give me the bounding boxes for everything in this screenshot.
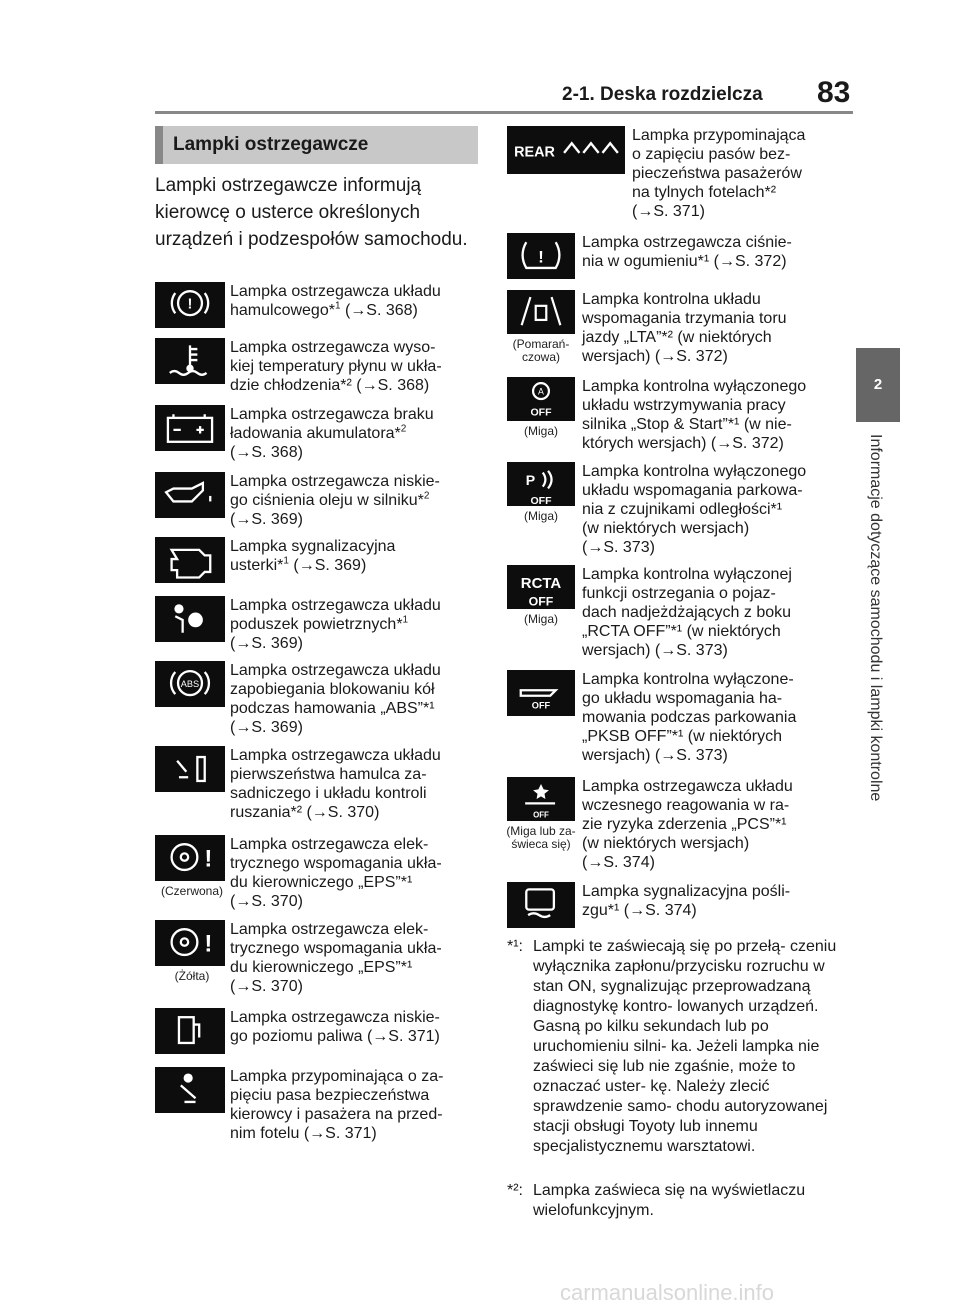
svg-text:OFF: OFF [530,406,552,419]
icon-caption: (Żółta) [174,969,210,983]
icon-caption: (Pomarań-czowa) [512,337,570,364]
left-item-11 [155,1067,475,1147]
right-item-7 [507,777,847,877]
icon-caption: (Miga) [523,509,558,523]
header-rule [155,111,853,114]
left-item-9 [155,920,475,1000]
item-description: Lampka sygnalizacyjna pośli- zgu*¹ (→S. 374) [582,883,791,919]
item-description: Lampka ostrzegawcza ciśnie- nia w ogumieniu*¹ (→S. 372) [582,234,792,270]
engine-check-icon [155,537,225,583]
tire-pressure-icon [507,233,575,279]
item-description: Lampka kontrolna układu wspomagania trzymania toru jazdy „LTA”*² (w niektórych wersjach) (→S. 372) [582,291,787,365]
item-description: Lampka przypominająca o za- pięciu pasa bezpieczeństwa kierowcy i pasażera na przed- nim fotelu (→S. 371) [230,1068,444,1142]
item-description: Lampka ostrzegawcza wyso- kiej temperatury płynu w ukła- dzie chłodzenia*² (→S. 368) [230,339,442,394]
airbag-icon [155,596,225,642]
eps-yellow-icon [155,920,225,966]
item-description: Lampka ostrzegawcza elek- trycznego wspomagania ukła- du kierowniczego „EPS”*¹ (→S. 370) [230,921,442,995]
item-description: Lampka ostrzegawcza niskie- go ciśnienia oleju w silniku*$^2$ (→S. 369) [230,473,440,528]
item-description: Lampka ostrzegawcza układu wczesnego reagowania w ra- zie ryzyka zderzenia „PCS”*¹ (w niektórych wersjach) (→S. 374) [582,778,793,871]
item-description: Lampka ostrzegawcza niskie- go poziomu paliwa (→S. 371) [230,1009,440,1045]
icon-caption: (Miga lub za-świeca się) [506,824,576,851]
item-description: Lampka ostrzegawcza układu zapobiegania blokowaniu kół podczas hamowania „ABS”*¹ (→S. 369) [230,662,441,736]
item-description: Lampka ostrzegawcza układu poduszek powietrznych*$^1$ (→S. 369) [230,597,441,652]
right-item-0 [507,126,847,226]
svg-text:OFF: OFF [533,810,549,820]
svg-text:A: A [538,386,544,397]
footnote-text: Lampki te zaświecają się po przełą- czeniu wyłącznika zapłonu/przycisku rozruchu w stan ON, sygnalizując przeprowadzaną diagnostykę kontro- lowanych urządzeń. Gasną po kilku sekundach lub po uruchomieniu silni- ka. Jeżeli lampka nie zaświeci się lub nie zgaśnie, może to oznaczać uster- kę. Należy zlecić sprawdzenie samo- chodu autoryzowanej stacji obsługi Toyoty lub innemu specjalistycznemu warsztatowi. [533,938,837,1155]
abs-icon [155,661,225,707]
intro-paragraph: Lampki ostrzegawcze informują kierowcę o usterce określonych urządzeń i podzespołów samochodu. [155,175,468,250]
running-header: 2-1. Deska rozdzielcza [562,84,763,105]
svg-text:REAR: REAR [514,144,555,161]
rear-seatbelt-icon [507,126,625,174]
icon-caption: (Miga) [523,424,558,438]
battery-icon [155,405,225,451]
item-description: Lampka ostrzegawcza układu pierwszeństwa hamulca za- sadniczego i układu kontroli ruszania*² (→S. 370) [230,747,441,821]
svg-text:ABS: ABS [180,678,200,689]
item-description: Lampka przypominająca o zapięciu pasów bez- pieczeństwa pasażerów na tylnych fotelach*² (→S. 371) [632,127,806,220]
svg-text:OFF: OFF [531,700,551,711]
stop-start-off-icon [507,377,575,421]
item-description: Lampka ostrzegawcza elek- trycznego wspomagania ukła- du kierowniczego „EPS”*¹ (→S. 370) [230,836,442,910]
watermark: carmanualsonline.info [560,1280,775,1305]
fuel-icon [155,1008,225,1054]
item-description: Lampka ostrzegawcza układu hamulcowego*$^1$ (→S. 368) [230,283,441,319]
footnote-mark: *¹: [507,938,523,955]
parking-sensor-off-icon [507,462,575,506]
page-number: 83 [817,76,851,109]
item-description: Lampka sygnalizacyjna usterki*$^1$ (→S. 369) [230,538,396,574]
item-description: Lampka kontrolna wyłączonej funkcji ostrzegania o pojaz- dach nadjeżdżających z boku „RCTA OFF”*¹ (w niektórych wersjach) (→S. 373) [582,566,792,659]
left-item-6 [155,661,475,741]
item-description: Lampka kontrolna wyłączonego układu wstrzymywania pracy silnika „Stop & Start”*¹ (w nie- których wersjach) (→S. 372) [582,378,807,452]
right-item-2 [507,290,847,390]
rcta-off-icon [507,565,575,609]
footnote-text: Lampka zaświeca się na wyświetlaczu wielofunkcyjnym. [533,1182,806,1219]
eps-red-icon [155,835,225,881]
left-item-7 [155,746,475,826]
chapter-title: Informacje dotyczące samochodu i lampki kontrolne [867,434,884,802]
oil-pressure-icon [155,472,225,518]
item-description: Lampka kontrolna wyłączonego układu wspomagania parkowa- nia z czujnikami odległości*¹ (w niektórych wersjach) (→S. 373) [582,463,807,556]
coolant-temp-icon [155,338,225,384]
left-item-8 [155,835,475,915]
lane-trace-icon [507,290,575,334]
svg-text:!: ! [538,247,544,267]
svg-text:P: P [525,471,536,488]
item-description: Lampka kontrolna wyłączone- go układu wspomagania ha- mowania podczas parkowania „PKSB OFF”*¹ (w niektórych wersjach) (→S. 373) [582,671,797,764]
svg-text:!: ! [204,930,213,958]
pksb-off-icon [507,670,575,716]
brake-override-icon [155,746,225,792]
right-item-5 [507,565,847,665]
svg-text:RCTA: RCTA [520,574,562,592]
section-title: Lampki ostrzegawcze [155,126,478,164]
footnote-mark: *²: [507,1182,523,1199]
svg-text:!: ! [204,845,213,873]
slip-indicator-icon [507,882,575,928]
icon-caption: (Miga) [523,612,558,626]
brake-warning-icon [155,282,225,328]
pcs-icon [507,777,575,821]
svg-text:!: ! [187,296,193,313]
svg-text:OFF: OFF [530,495,552,506]
chapter-tab: 2 [856,348,900,422]
svg-text:OFF: OFF [528,594,554,609]
right-item-6 [507,670,847,770]
seatbelt-icon [155,1067,225,1113]
icon-caption: (Czerwona) [160,884,223,898]
right-item-4 [507,462,847,562]
item-description: Lampka ostrzegawcza braku ładowania akumulatora*$^2$ (→S. 368) [230,406,434,461]
